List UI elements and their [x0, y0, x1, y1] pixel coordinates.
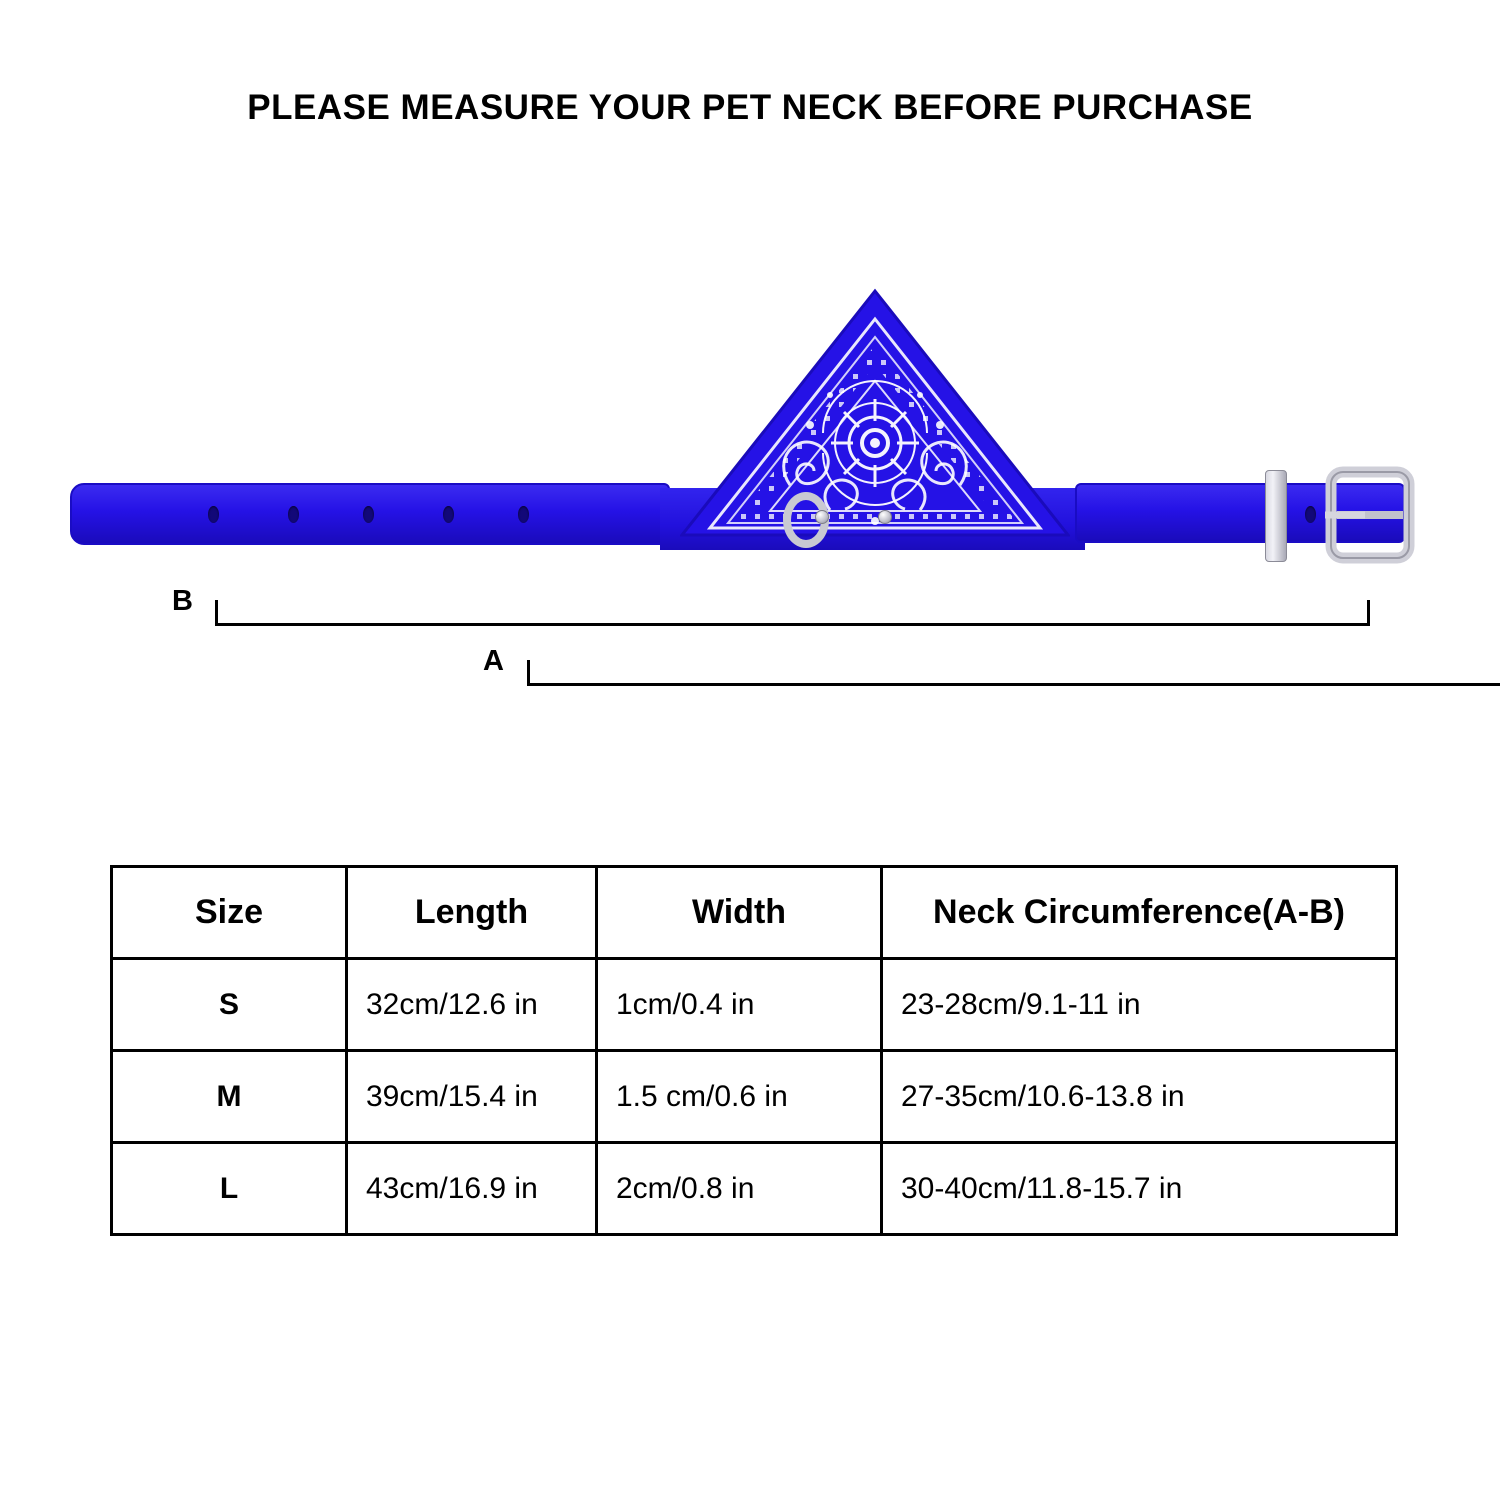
table-row: [112, 1143, 1397, 1235]
cell-width-s: 1cm/0.4 in: [597, 959, 882, 1051]
table-row: [112, 959, 1397, 1051]
strap-hole: [518, 506, 529, 523]
strap-hole: [288, 506, 299, 523]
cell-size-s: S: [112, 959, 347, 1051]
strap-hole: [208, 506, 219, 523]
table-row: [112, 1051, 1397, 1143]
header-neck-circumference: Neck Circumference(A-B): [882, 867, 1397, 959]
table-header-row: [112, 867, 1397, 959]
rivet-icon: [815, 510, 829, 524]
keeper-loop-icon: [1265, 470, 1287, 562]
cell-size-m: M: [112, 1051, 347, 1143]
cell-length-l: 43cm/16.9 in: [347, 1143, 597, 1235]
header-length: Length: [347, 867, 597, 959]
cell-length-s: 32cm/12.6 in: [347, 959, 597, 1051]
cell-length-m: 39cm/15.4 in: [347, 1051, 597, 1143]
bandana-icon: [680, 285, 1070, 555]
buckle-icon: [1325, 466, 1415, 564]
measure-a-label: A: [483, 645, 504, 677]
size-table: [110, 865, 1398, 1236]
strap-hole: [1305, 506, 1316, 523]
product-illustration: [60, 270, 1450, 600]
header-size: Size: [112, 867, 347, 959]
cell-width-l: 2cm/0.8 in: [597, 1143, 882, 1235]
cell-neck-m: 27-35cm/10.6-13.8 in: [882, 1051, 1397, 1143]
measure-a-bracket: [527, 660, 1500, 686]
strap-hole: [443, 506, 454, 523]
cell-neck-l: 30-40cm/11.8-15.7 in: [882, 1143, 1397, 1235]
cell-neck-s: 23-28cm/9.1-11 in: [882, 959, 1397, 1051]
page-title: PLEASE MEASURE YOUR PET NECK BEFORE PURCHASE: [247, 88, 1253, 127]
cell-width-m: 1.5 cm/0.6 in: [597, 1051, 882, 1143]
strap-hole: [363, 506, 374, 523]
header-width: Width: [597, 867, 882, 959]
measure-b-bracket: [215, 600, 1370, 626]
rivet-icon: [878, 510, 892, 524]
measure-b-label: B: [172, 585, 193, 617]
cell-size-l: L: [112, 1143, 347, 1235]
